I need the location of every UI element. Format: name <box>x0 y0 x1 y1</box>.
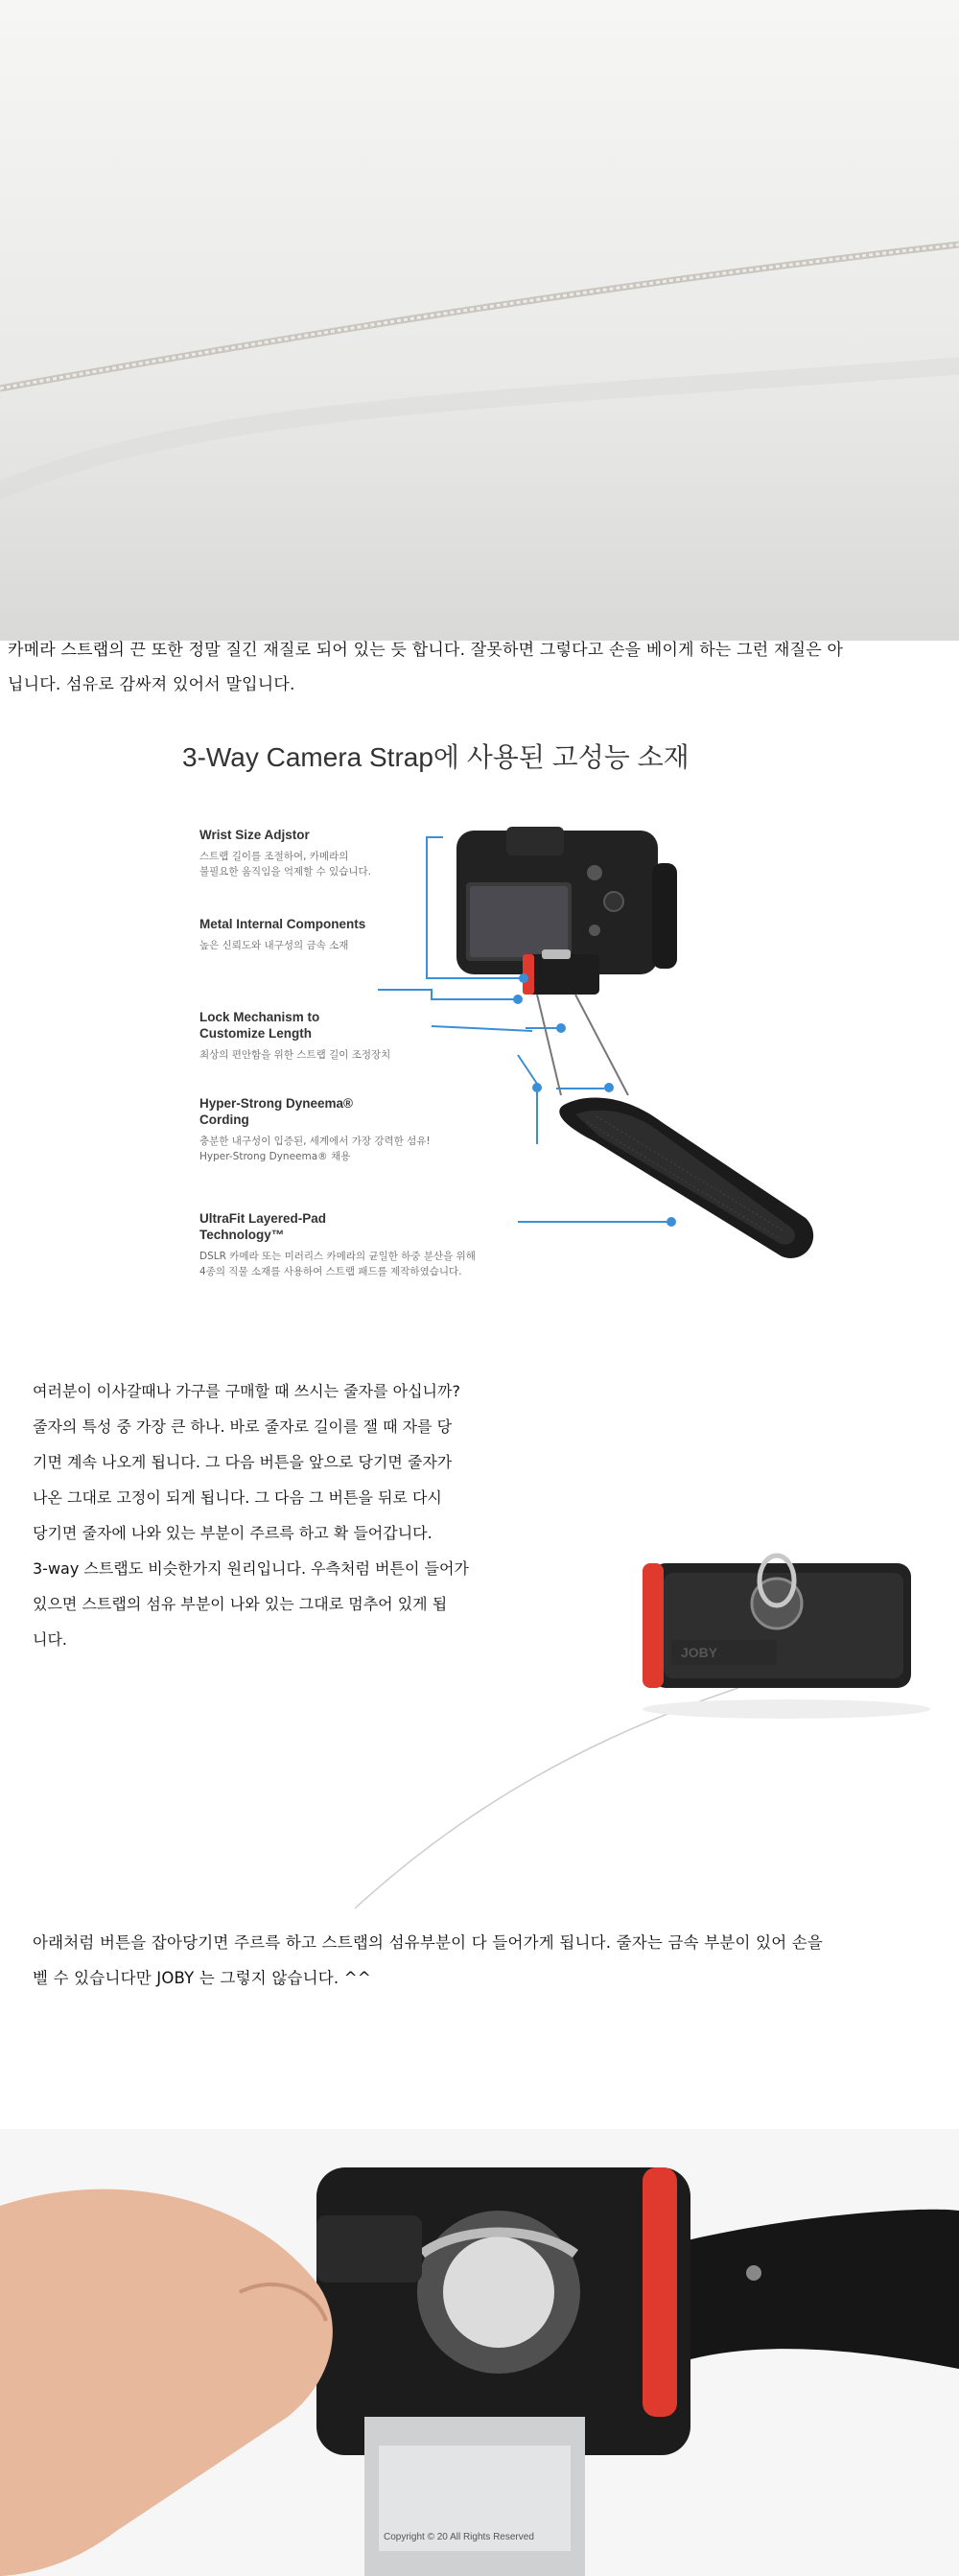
strap-pad <box>559 1098 813 1258</box>
feature-desc-line: 높은 신뢰도와 내구성의 금속 소재 <box>199 940 349 951</box>
feature-name: Lock Mechanism to <box>199 1010 320 1024</box>
paragraph-line: 줄자의 특성 중 가장 큰 하나. 바로 줄자로 길이를 잴 때 자를 당 <box>33 1417 453 1436</box>
feature-name: UltraFit Layered-Pad <box>199 1211 327 1226</box>
paragraph-line: 있으면 스트랩의 섬유 부분이 나와 있는 그대로 멈추어 있게 됩 <box>33 1595 448 1613</box>
clip-brand: JOBY <box>681 1645 718 1660</box>
feature-name: Metal Internal Components <box>199 917 366 931</box>
diagram-title: 3-Way Camera Strap에 사용된 고성능 소재 <box>182 742 690 772</box>
paragraph-line: 3-way 스트랩도 비슷한가지 원리입니다. 우측처럼 버튼이 들어가 <box>33 1559 469 1578</box>
strap-cord-line <box>355 1688 738 1909</box>
cord-illustration <box>0 0 959 641</box>
feature-name-line2: Cording <box>199 1112 249 1127</box>
hand-clip-photo <box>0 2129 959 2576</box>
feature-desc-line: 충분한 내구성이 입증된, 세계에서 가장 강력한 섬유! <box>199 1136 431 1147</box>
feature-desc-line: 최상의 편안함을 위한 스트랩 길이 조정장치 <box>199 1049 391 1061</box>
mounting-plate <box>523 949 599 995</box>
strap-clip-illustration <box>355 1496 959 1918</box>
caption2-line-2: 벨 수 있습니다만 JOBY 는 그렇지 않습니다. ^^ <box>33 1969 371 1987</box>
paragraph-line: 당기면 줄자에 나와 있는 부분이 주르륵 하고 확 들어갑니다. <box>33 1524 433 1542</box>
caption2-line-1: 아래처럼 버튼을 잡아당기면 주르륵 하고 스트랩의 섬유부분이 다 들어가게 됩니다. 줄자는 금속 부분이 있어 손을 <box>33 1933 824 1952</box>
clip-body <box>643 1556 911 1688</box>
feature-name-line2: Technology™ <box>199 1228 285 1242</box>
paragraph-line: 여러분이 이사갈때나 가구를 구매할 때 쓰시는 줄자를 아십니까? <box>33 1382 460 1400</box>
camera-strap-diagram <box>0 806 959 1304</box>
feature-desc-line: 스트랩 길이를 조절하여, 카메라의 <box>199 851 349 862</box>
paragraph-line: 나온 그대로 고정이 되게 됩니다. 그 다음 그 버튼을 뒤로 다시 <box>33 1488 442 1507</box>
paragraph-line: 기면 계속 나오게 됩니다. 그 다음 버튼을 앞으로 당기면 줄자가 <box>33 1453 453 1471</box>
paragraph-line: 니다. <box>33 1630 67 1649</box>
feature-name: Wrist Size Adjstor <box>199 828 310 842</box>
copyright-text: Copyright © 20 All Rights Reserved <box>384 2532 534 2542</box>
hand-clip-illustration <box>0 2129 959 2576</box>
strap-cords <box>537 995 628 1095</box>
feature-desc-line: Hyper-Strong Dyneema® 채용 <box>199 1151 351 1162</box>
caption-line-1: 카메라 스트랩의 끈 또한 정말 질긴 재질로 되어 있는 듯 합니다. 잘못하면 그렇다고 손을 베이게 하는 그런 재질은 아 <box>8 641 844 660</box>
caption-line-2: 닙니다. 섬유로 감싸져 있어서 말입니다. <box>8 675 295 694</box>
feature-desc-line: 불필요한 움직임을 억제할 수 있습니다. <box>199 866 371 878</box>
feature-desc-line: DSLR 카메라 또는 미러리스 카메라의 균일한 하중 분산을 위해 <box>199 1251 476 1262</box>
cord-closeup-photo <box>0 0 959 641</box>
feature-name: Hyper-Strong Dyneema® <box>199 1096 353 1111</box>
feature-name-line2: Customize Length <box>199 1026 312 1041</box>
feature-desc-line: 4종의 직물 소재를 사용하여 스트랩 패드를 제작하였습니다. <box>199 1266 462 1277</box>
